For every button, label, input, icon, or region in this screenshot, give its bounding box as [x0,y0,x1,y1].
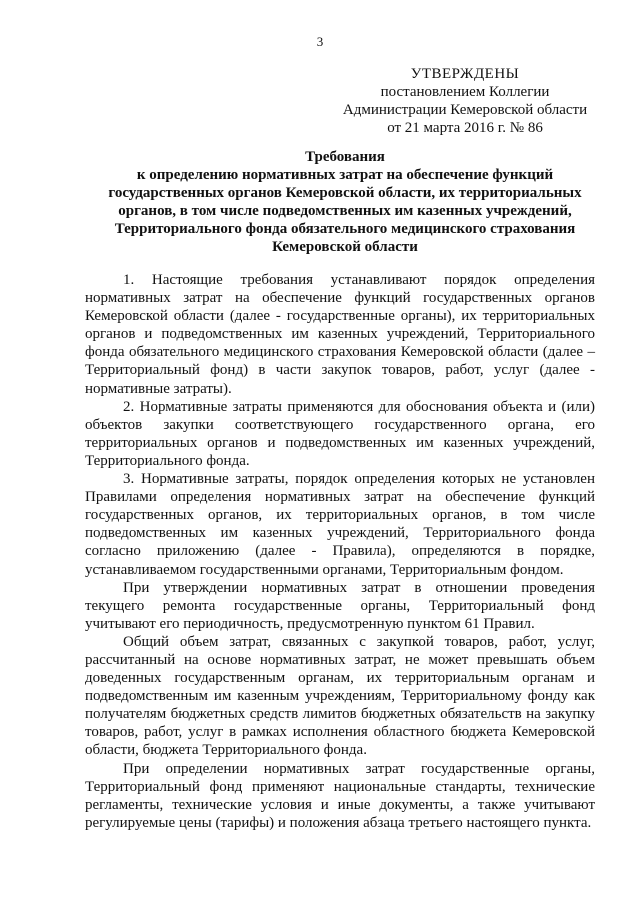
title-line-2: к определению нормативных затрат на обеспечение функций [136,167,554,183]
approval-line-3: от 21 марта 2016 г. № 86 [387,120,543,136]
approval-block [330,65,600,137]
paragraph-2: 2. Нормативные затраты применяются для обоснования объекта и (или) объектов закупки соответствующего государственного органа, его территориальных органов и подведомственных им казенных учреждений, Территориального фонда. [85,398,595,469]
document-title [95,148,595,256]
title-line-3: государственных органов Кемеровской области, их территориальных [108,185,582,201]
paragraph-4: При утверждении нормативных затрат в отношении проведения текущего ремонта государственные органы, Территориальный фонд учитывают его периодичность, предусмотренную пунктом 61 Правил. [85,579,595,632]
approval-heading: УТВЕРЖДЕНЫ [410,66,520,82]
document-body [85,271,595,832]
paragraph-6: При определении нормативных затрат государственные органы, Территориальный фонд применяют национальные стандарты, технические регламенты, технические условия и иные документы, а также учитывают регулируемые цены (тарифы) и положения абзаца третьего настоящего пункта. [85,760,595,831]
title-line-6: Кемеровской области [272,239,418,255]
approval-line-1: постановлением Коллегии [380,84,550,100]
approval-line-2: Администрации Кемеровской области [342,102,588,118]
title-line-4: органов, в том числе подведомственных им казенных учреждений, [118,203,572,219]
title-line-5: Территориального фонда обязательного медицинского страхования [114,221,576,237]
page-number: 3 [316,34,324,49]
paragraph-5: Общий объем затрат, связанных с закупкой товаров, работ, услуг, рассчитанный на основе нормативных затрат, не может превышать объем доведенных государственным органам, их территориальным органам и подведомственным им казенным учреждениям, Территориальному фонду как получателям бюджетных средств лимитов бюджетных обязательств на закупку товаров, работ, услуг в рамках исполнения областного бюджета Кемеровской области, бюджета Территориального фонда. [85,633,595,759]
title-line-1: Требования [305,149,385,165]
paragraph-3: 3. Нормативные затраты, порядок определения которых не установлен Правилами определения нормативных затрат на обеспечение функций государственных органов, их территориальных органов, в том числе подведомственных им казенных учреждений, Территориального фонда согласно приложению (далее - Правила), определяются в порядке, устанавливаемом государственными органами, Территориальным фондом. [85,471,595,578]
paragraph-1: 1. Настоящие требования устанавливают порядок определения нормативных затрат на обеспечение функций государственных органов Кемеровской области (далее - государственные органы), их территориальных органов и подведомственных им казенных учреждений, Территориального фонда обязательного медицинского страхования Кемеровской области (далее – Территориальный фонд) в части закупок товаров, работ, услуг (далее - нормативные затраты). [85,272,595,397]
